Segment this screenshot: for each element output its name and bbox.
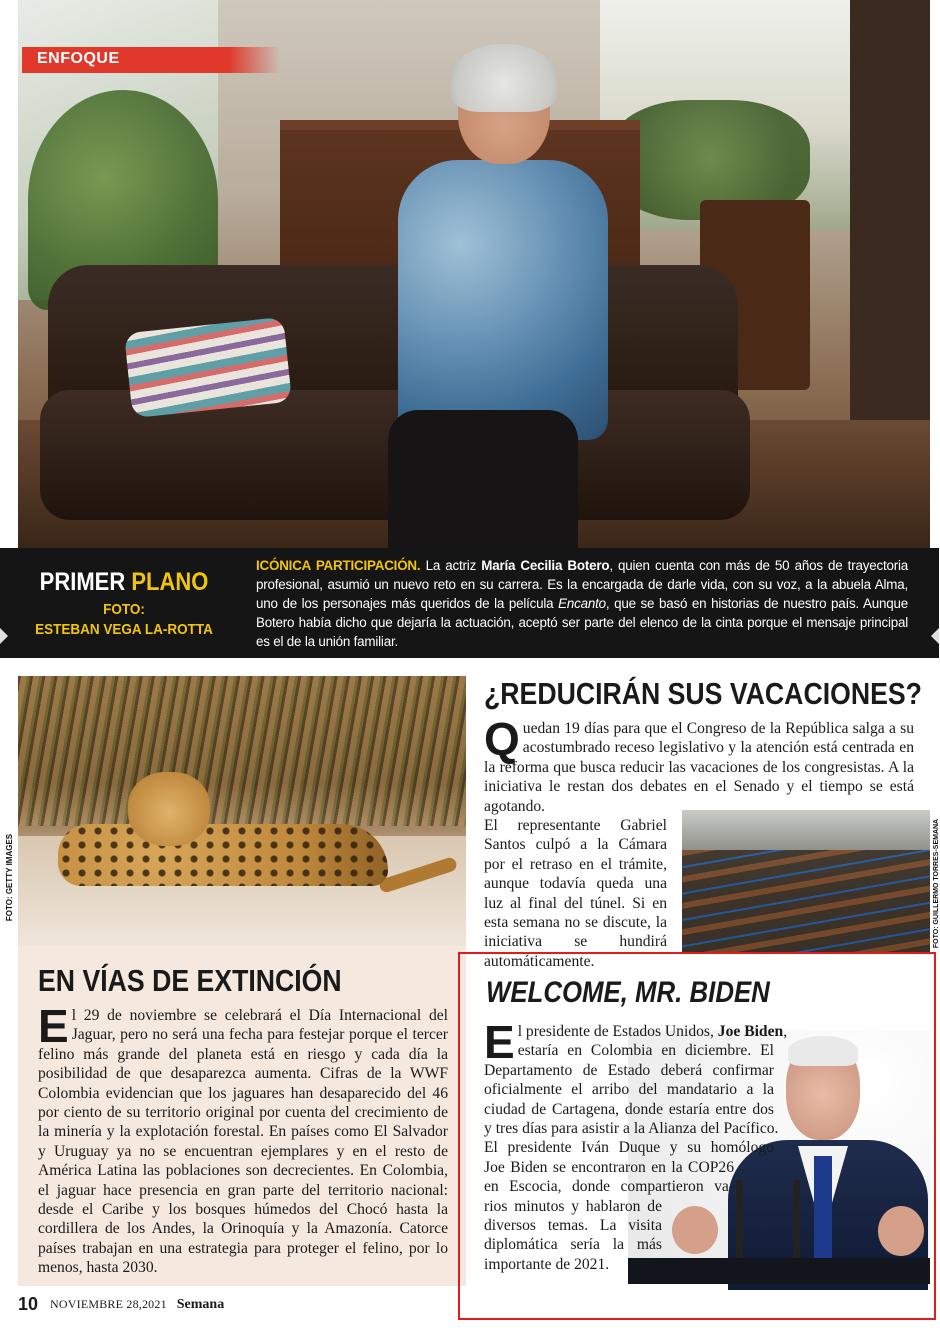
section-tag	[22, 47, 280, 73]
jaguar-paragraph: l 29 de noviembre se celebrará el Día Internacional del Jaguar, pero no será una fecha para festejar porque el tercer felino más grande del planeta está en riesgo y cada día la posibilidad de que desaparezca aumenta. Cifras de la WWF Colombia evidencian que los jaguares han desaparecido del 46 por ciento de su territorio original por cuenta del crecimiento de la minería y la explotación forestal. En países como El Salvador y Uruguay ya no se encuentran ejemplares y en el resto de América Latina las poblaciones son decrecientes. En Colombia, el jaguar hace presencia en gran parte del territorio nacional: desde el Caribe y los bosques húmedos del Chocó hasta la cordillera de los Andes, la Orinoquía y la Amazonía. Catorce países trabajan en una estrategia para proteger el felino, por lo menos, hasta 2030.	[38, 1007, 448, 1277]
photo-credit	[12, 600, 235, 640]
biden-line-2: estaría en Colombia en diciembre. El	[517, 1042, 774, 1060]
congress-seat-rows	[682, 850, 930, 954]
hero-caption	[256, 556, 908, 651]
jaguar-photo-credit	[4, 835, 16, 925]
page-arrow-right-icon[interactable]	[931, 628, 939, 644]
jaguar-photo-grass	[18, 676, 466, 826]
congress-photo-credit-text: FOTO: GUILLERMO TORRES-SEMANA	[933, 818, 940, 949]
photo-credit-label: FOTO:	[103, 601, 145, 618]
hero-photo	[18, 0, 930, 548]
caption-text-1: La actriz	[420, 558, 482, 573]
page-footer	[18, 1294, 224, 1318]
jaguar-photo	[18, 676, 466, 946]
biden-line-8: Joe Biden se encontraron en la COP26	[484, 1158, 734, 1176]
caption-text-2: , quien cuenta con más de 50 años de trayectoria profesional, asumió un nuevo reto en su carrera. Es la encargada de darle vida, con su voz, a la abuela Alma, uno de los personajes más queridos de la película	[256, 558, 908, 611]
biden-line-13: importante de 2021.	[484, 1255, 610, 1273]
vacaciones-headline: ¿REDUCIRÁN SUS VACACIONES?	[484, 676, 922, 711]
primer-plano-title-white: PRIMER	[39, 568, 132, 596]
biden-line-6: y tres días para asistir a la Alianza del Pacífico.	[484, 1120, 779, 1138]
section-tag-label: ENFOQUE	[37, 50, 120, 67]
hero-striped-pillow	[124, 317, 292, 418]
primer-plano-title	[15, 568, 233, 597]
biden-line-1	[484, 1022, 788, 1041]
biden-line-4: oficialmente el arribo del mandatario a la	[484, 1081, 774, 1099]
biden-line-11: diversos temas. La visita	[484, 1217, 662, 1235]
photo-credit-name: ESTEBAN VEGA LA-ROTTA	[35, 621, 213, 638]
biden-line-1-text: l presidente de Estados Unidos,	[517, 1023, 718, 1040]
jaguar-dropcap: E	[38, 1000, 69, 1052]
caption-kicker: ICÓNICA PARTICIPACIÓN.	[256, 558, 421, 573]
primer-plano-title-yellow: PLANO	[131, 568, 209, 596]
jaguar-article	[18, 676, 466, 1286]
jaguar-photo-credit-text: FOTO: GETTY IMAGES	[5, 833, 15, 922]
caption-film: Encanto	[558, 596, 606, 611]
caption-text-3: , que se basó en historias de nuestro país. Aunque Botero había dicho que dejaría la actuación, aceptó ser parte del elenco de la cinta porque el mensaje principal es el de la unión familiar.	[256, 596, 909, 649]
issue-date: NOVIEMBRE 28,2021	[50, 1297, 167, 1311]
primer-plano-band	[0, 548, 939, 658]
biden-line-3: Departamento de Estado deberá confirmar	[484, 1061, 774, 1079]
hero-woman-blouse	[398, 160, 608, 440]
biden-line-10: rios minutos y hablaron de	[484, 1197, 662, 1215]
congress-photo	[682, 810, 930, 954]
jaguar-head	[128, 772, 210, 846]
jaguar-headline: EN VÍAS DE EXTINCIÓN	[38, 963, 342, 998]
vacaciones-paragraph-narrow: El representante Gabriel Santos culpó a la Cámara por el retraso en el trámite, aunque todavía queda una luz al final del túnel. Si en esta semana no se discute, la iniciativa se hundirá automáticamente.	[484, 817, 667, 970]
biden-line-7: El presidente Iván Duque y su homólogo	[484, 1139, 774, 1157]
biden-line-12: diplomática sería la más	[484, 1236, 662, 1254]
biden-headline: WELCOME, MR. BIDEN	[486, 976, 770, 1009]
biden-name-bold: Joe Biden	[717, 1023, 784, 1040]
biden-line-5: ciudad de Cartagena, donde estaría entre dos	[484, 1100, 774, 1118]
biden-line-9: en Escocia, donde compartieron va-	[484, 1178, 734, 1196]
page-number: 10	[18, 1294, 39, 1314]
jaguar-spots	[58, 824, 388, 886]
hero-woman-hair	[450, 44, 558, 112]
biden-dropcap: E	[484, 1016, 515, 1068]
biden-line-1-comma: ,	[783, 1023, 788, 1040]
page-arrow-left-icon[interactable]	[0, 628, 8, 644]
jaguar-body-text	[38, 1000, 448, 1278]
vacaciones-dropcap: Q	[484, 713, 520, 765]
hero-woman-legs	[388, 410, 578, 548]
caption-name: María Cecilia Botero	[481, 558, 610, 573]
vacaciones-paragraph-full: uedan 19 días para que el Congreso de la República salga a su acostumbrado receso legislativo y la atención está centrada en la reforma que busca reducir las vacaciones de los congresistas. A la iniciativa le restan dos debates en el Senado y el tiempo se está agotando.	[484, 720, 914, 815]
magazine-name: Semana	[176, 1296, 225, 1312]
biden-body-text	[484, 1016, 788, 1274]
